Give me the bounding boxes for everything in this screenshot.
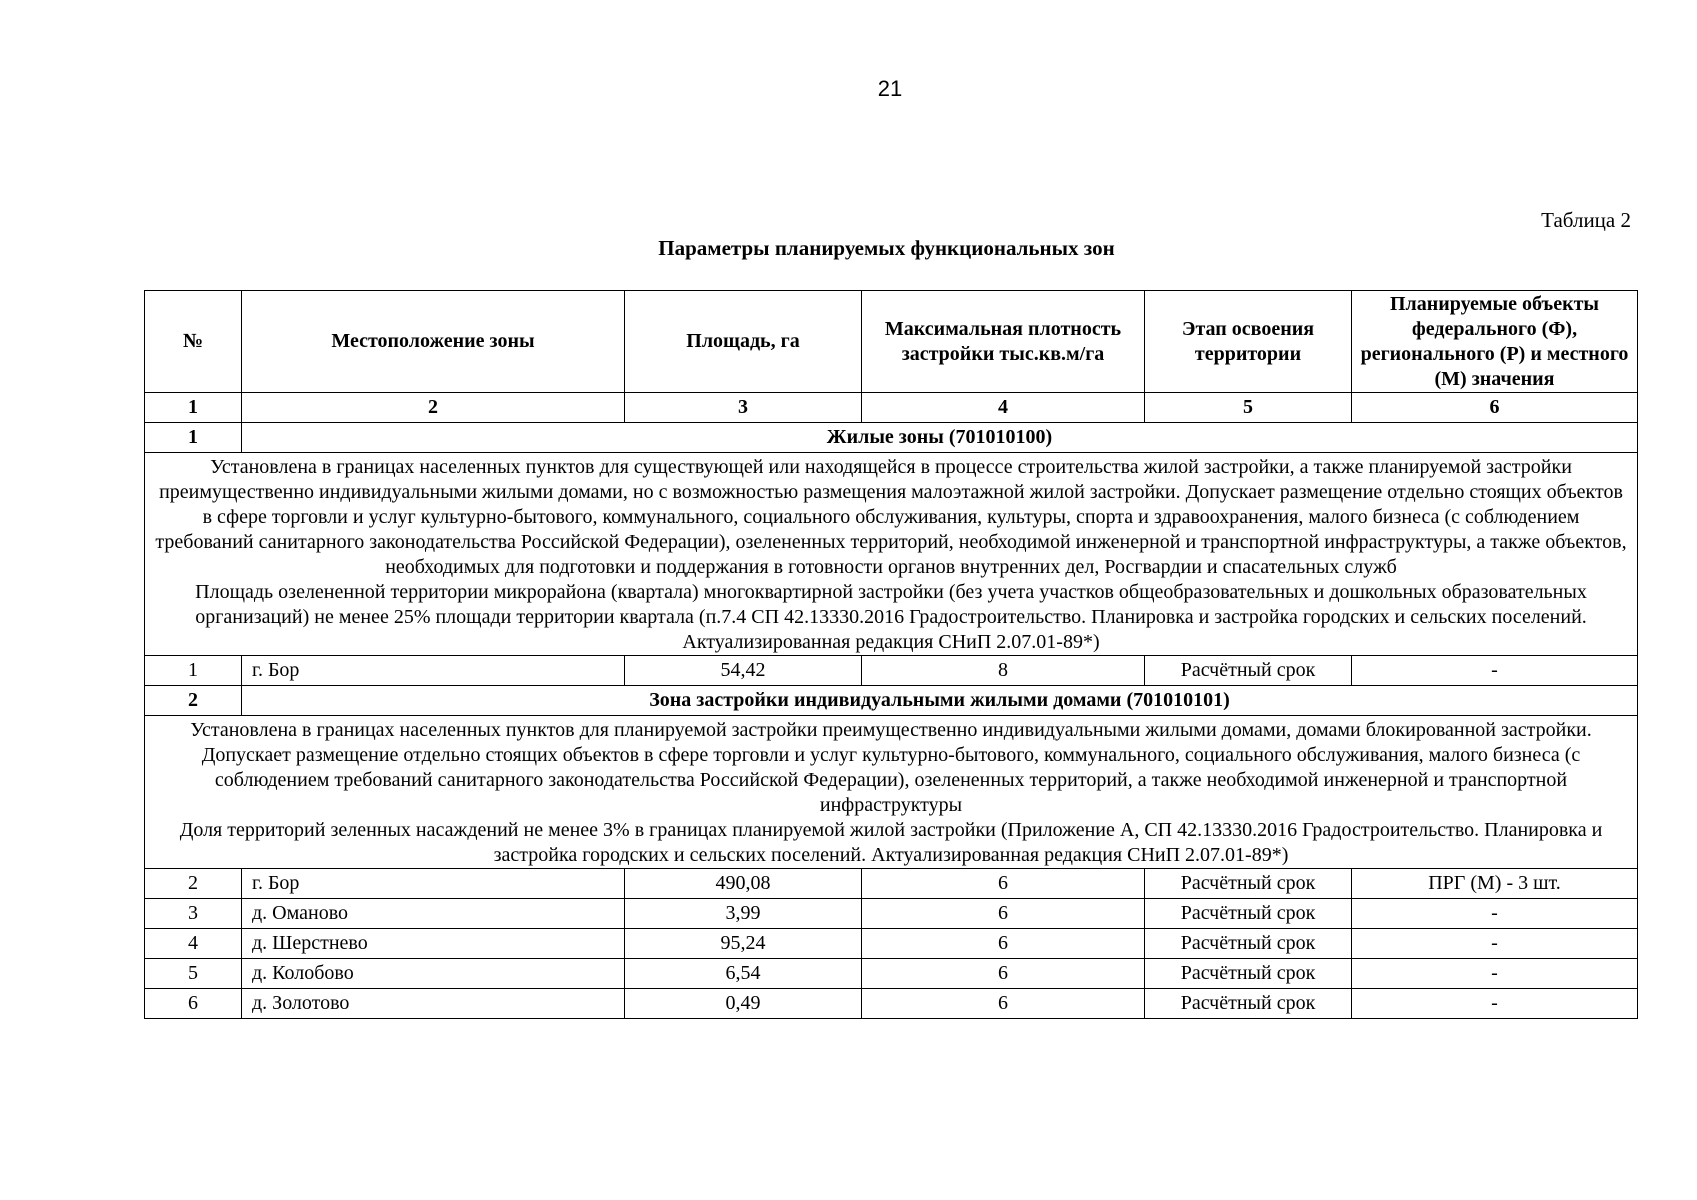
row-location: г. Бор (242, 656, 625, 686)
column-number: 3 (625, 393, 862, 423)
row-number: 6 (145, 989, 242, 1019)
row-location: д. Колобово (242, 959, 625, 989)
row-density: 6 (862, 929, 1145, 959)
description-paragraph: Установлена в границах населенных пунктов для существующей или находящейся в процессе строительства жилой застройки, а также планируемой застройки преимущественно индивидуальными жилыми домами, но с возможностью размещения малоэтажной жилой застройки. Допускает размещение отдельно стоящих объектов в сфере торговли и услуг культурно-бытового, коммунального, социального обслуживания, культуры, спорта и здравоохранения, малого бизнеса (с соблюдением требований санитарного законодательства Российской Федерации), озелененных территорий, необходимой инженерной и транспортной инфраструктуры, а также объектов, необходимых для подготовки и поддержания в готовности органов внутренних дел, Росгвардии и спасательных служб (155, 456, 1627, 578)
row-stage: Расчётный срок (1145, 899, 1352, 929)
row-density: 6 (862, 989, 1145, 1019)
row-number: 4 (145, 929, 242, 959)
row-area: 0,49 (625, 989, 862, 1019)
row-location: д. Оманово (242, 899, 625, 929)
row-stage: Расчётный срок (1145, 989, 1352, 1019)
table-row (145, 869, 1638, 899)
header-area: Площадь, га (625, 291, 862, 393)
section-header-row (145, 423, 1638, 453)
page-number: 21 (877, 76, 903, 101)
section-title: Зона застройки индивидуальными жилыми домами (701010101) (242, 686, 1638, 716)
column-number: 1 (145, 393, 242, 423)
row-objects: - (1352, 899, 1638, 929)
section-description (145, 716, 1638, 869)
row-area: 490,08 (625, 869, 862, 899)
row-density: 6 (862, 869, 1145, 899)
section-description (145, 453, 1638, 656)
column-number: 4 (862, 393, 1145, 423)
section-number: 2 (145, 686, 242, 716)
zones-table (144, 290, 1638, 1019)
row-area: 54,42 (625, 656, 862, 686)
table-row (145, 959, 1638, 989)
row-number: 5 (145, 959, 242, 989)
description-paragraph: Доля территорий зеленных насаждений не менее 3% в границах планируемой жилой застройки (Приложение А, СП 42.13330.2016 Градостроительство. Планировка и застройка городских и сельских поселений. Актуализированная редакция СНиП 2.07.01-89*) (179, 819, 1603, 866)
row-number: 3 (145, 899, 242, 929)
row-density: 8 (862, 656, 1145, 686)
row-area: 6,54 (625, 959, 862, 989)
column-number-row (145, 393, 1638, 423)
description-paragraph: Площадь озелененной территории микрорайона (квартала) многоквартирной застройки (без учета участков общеобразовательных и дошкольных образовательных организаций) не менее 25% площади территории квартала (п.7.4 СП 42.13330.2016 Градостроительство. Планировка и застройка городских и сельских поселений. Актуализированная редакция СНиП 2.07.01-89*) (195, 581, 1587, 653)
row-location: д. Шерстнево (242, 929, 625, 959)
column-number: 5 (1145, 393, 1352, 423)
section-title: Жилые зоны (701010100) (242, 423, 1638, 453)
table-title: Параметры планируемых функциональных зон (658, 236, 1115, 260)
row-stage: Расчётный срок (1145, 656, 1352, 686)
row-density: 6 (862, 959, 1145, 989)
row-area: 95,24 (625, 929, 862, 959)
column-number: 2 (242, 393, 625, 423)
row-objects: - (1352, 929, 1638, 959)
header-location: Местоположение зоны (242, 291, 625, 393)
header-number: № (145, 291, 242, 393)
row-number: 2 (145, 869, 242, 899)
row-stage: Расчётный срок (1145, 929, 1352, 959)
row-number: 1 (145, 656, 242, 686)
header-stage: Этап освоения территории (1145, 291, 1352, 393)
header-density: Максимальная плотность застройки тыс.кв.м/га (862, 291, 1145, 393)
table-label: Таблица 2 (1541, 208, 1631, 232)
section-description-row (145, 716, 1638, 869)
column-number: 6 (1352, 393, 1638, 423)
row-density: 6 (862, 899, 1145, 929)
row-objects: - (1352, 989, 1638, 1019)
table-row (145, 656, 1638, 686)
section-description-row (145, 453, 1638, 656)
row-objects: - (1352, 959, 1638, 989)
section-number: 1 (145, 423, 242, 453)
row-objects: - (1352, 656, 1638, 686)
header-objects: Планируемые объекты федерального (Ф), регионального (Р) и местного (М) значения (1352, 291, 1638, 393)
row-location: г. Бор (242, 869, 625, 899)
table-row (145, 899, 1638, 929)
description-paragraph: Установлена в границах населенных пунктов для планируемой застройки преимущественно индивидуальными жилыми домами, домами блокированной застройки. Допускает размещение отдельно стоящих объектов в сфере торговли и услуг культурно-бытового, коммунального, социального обслуживания, малого бизнеса (с соблюдением требований санитарного законодательства Российской Федерации), озелененных территорий, а также необходимой инженерной и транспортной инфраструктуры (190, 719, 1592, 816)
row-area: 3,99 (625, 899, 862, 929)
section-header-row (145, 686, 1638, 716)
row-stage: Расчётный срок (1145, 959, 1352, 989)
table-row (145, 929, 1638, 959)
row-stage: Расчётный срок (1145, 869, 1352, 899)
table-row (145, 989, 1638, 1019)
row-objects: ПРГ (М) - 3 шт. (1352, 869, 1638, 899)
row-location: д. Золотово (242, 989, 625, 1019)
header-row (145, 291, 1638, 393)
